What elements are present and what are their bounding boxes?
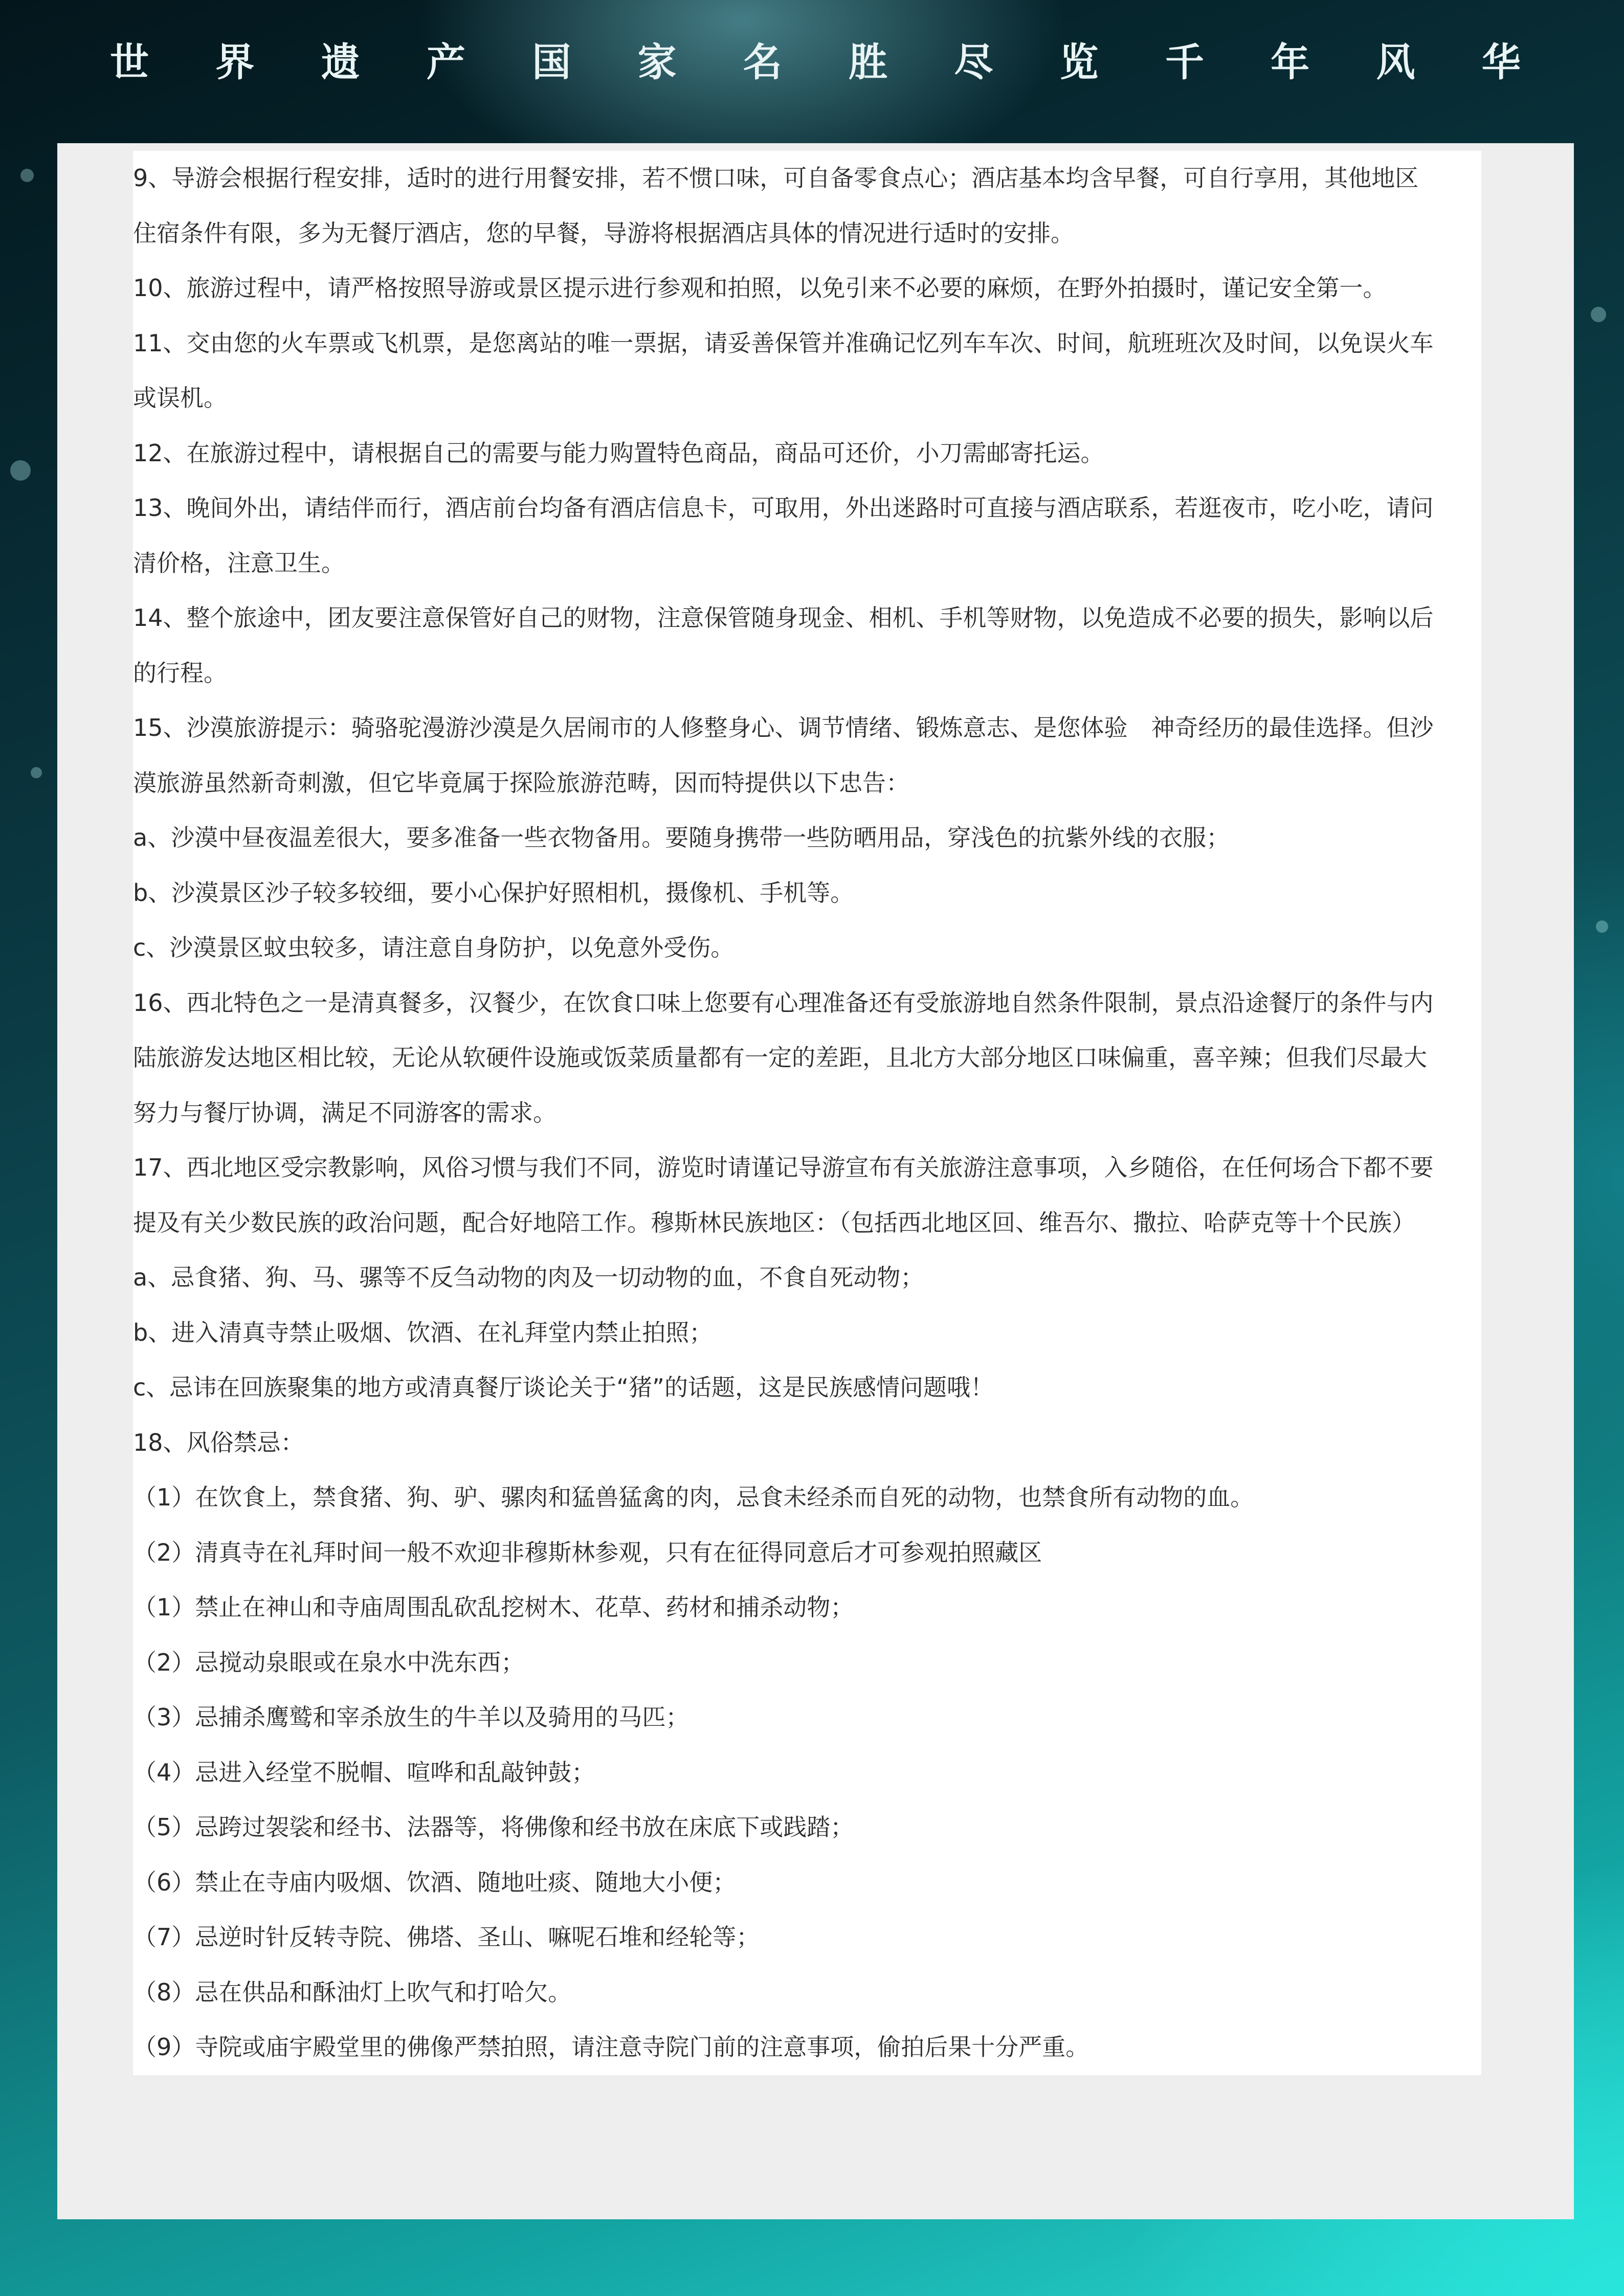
document-line: 提及有关少数民族的政治问题，配合好地陪工作。穆斯林民族地区：（包括西北地区回、维吾尔、撒拉、哈萨克等十个民族） xyxy=(133,1208,1415,1236)
header-title-char: 产 xyxy=(426,39,466,85)
document-line: 15、沙漠旅游提示：骑骆驼漫游沙漠是久居闹市的人修整身心、调节情绪、锻炼意志、是您体验 神奇经历的最佳选择。但沙 xyxy=(133,714,1434,741)
header-title-char: 览 xyxy=(1059,39,1100,85)
header-banner xyxy=(0,0,1624,118)
document-line: 11、交由您的火车票或飞机票，是您离站的唯一票据，请妥善保管并准确记忆列车车次、时间，航班班次及时间，以免误火车 xyxy=(133,329,1434,357)
document-line: 18、风俗禁忌： xyxy=(133,1428,304,1456)
document-line: 10、旅游过程中，请严格按照导游或景区提示进行参观和拍照，以免引来不必要的麻烦，在野外拍摄时，谨记安全第一。 xyxy=(133,274,1387,302)
document-line: 14、整个旅途中，团友要注意保管好自己的财物，注意保管随身现金、相机、手机等财物，以免造成不必要的损失，影响以后 xyxy=(133,604,1434,632)
header-title-char: 华 xyxy=(1481,39,1522,85)
background-sparkle xyxy=(31,767,42,778)
document-line: b、沙漠景区沙子较多较细，要小心保护好照相机，摄像机、手机等。 xyxy=(133,879,854,907)
header-title-char: 国 xyxy=(532,39,572,85)
header-title-char: 家 xyxy=(637,39,678,85)
document-line: 9、导游会根据行程安排，适时的进行用餐安排，若不惯口味，可自备零食点心；酒店基本均含早餐，可自行享用，其他地区 xyxy=(133,164,1419,192)
document-line: （4）忌进入经堂不脱帽、喧哗和乱敲钟鼓； xyxy=(133,1758,595,1786)
document-body xyxy=(133,151,1481,2075)
content-panel xyxy=(57,143,1574,2219)
document-line: 清价格，注意卫生。 xyxy=(133,549,345,577)
document-line: （6）禁止在寺庙内吸烟、饮酒、随地吐痰、随地大小便； xyxy=(133,1868,737,1896)
document-line: （9）寺院或庙宇殿堂里的佛像严禁拍照，请注意寺院门前的注意事项，偷拍后果十分严重。 xyxy=(133,2033,1089,2061)
header-title xyxy=(110,31,1522,87)
header-title-char: 胜 xyxy=(849,39,889,85)
document-line: c、沙漠景区蚊虫较多，请注意自身防护，以免意外受伤。 xyxy=(133,934,735,961)
background-sparkle xyxy=(1596,920,1608,933)
document-line: （1）禁止在神山和寺庙周围乱砍乱挖树木、花草、药材和捕杀动物； xyxy=(133,1593,854,1621)
document-line: 的行程。 xyxy=(133,659,227,687)
header-title-char: 年 xyxy=(1271,39,1311,85)
document-line: 或误机。 xyxy=(133,384,227,412)
header-title-char: 名 xyxy=(743,39,783,85)
document-line: （1）在饮食上，禁食猪、狗、驴、骡肉和猛兽猛禽的肉，忌食未经杀而自死的动物，也禁食所有动物的血。 xyxy=(133,1483,1254,1511)
document-line: （5）忌跨过袈裟和经书、法器等，将佛像和经书放在床底下或践踏； xyxy=(133,1813,854,1841)
document-line: 13、晚间外出，请结伴而行，酒店前台均备有酒店信息卡，可取用，外出迷路时可直接与酒店联系，若逛夜市，吃小吃，请问 xyxy=(133,494,1434,522)
document-line: （2）忌搅动泉眼或在泉水中洗东西； xyxy=(133,1648,525,1676)
background-sparkle xyxy=(1591,307,1606,322)
document-line: 漠旅游虽然新奇刺激，但它毕竟属于探险旅游范畴，因而特提供以下忠告： xyxy=(133,769,909,797)
document-line: 住宿条件有限，多为无餐厅酒店，您的早餐，导游将根据酒店具体的情况进行适时的安排。 xyxy=(133,219,1074,247)
header-title-char: 界 xyxy=(215,39,256,85)
header-title-char: 尽 xyxy=(954,39,994,85)
header-title-char: 千 xyxy=(1165,39,1205,85)
header-title-char: 风 xyxy=(1376,39,1416,85)
background-sparkle xyxy=(10,460,31,481)
document-line: b、进入清真寺禁止吸烟、饮酒、在礼拜堂内禁止拍照； xyxy=(133,1318,713,1346)
document-line: 陆旅游发达地区相比较，无论从软硬件设施或饭菜质量都有一定的差距，且北方大部分地区口味偏重，喜辛辣；但我们尽最大 xyxy=(133,1044,1427,1071)
document-line: 16、西北特色之一是清真餐多，汉餐少，在饮食口味上您要有心理准备还有受旅游地自然条件限制，景点沿途餐厅的条件与内 xyxy=(133,988,1434,1017)
background-sparkle xyxy=(20,169,34,182)
header-title-char: 世 xyxy=(110,39,150,85)
document-line: 17、西北地区受宗教影响，风俗习惯与我们不同，游览时请谨记导游宣布有关旅游注意事项，入乡随俗，在任何场合下都不要 xyxy=(133,1154,1434,1181)
document-line: 努力与餐厅协调，满足不同游客的需求。 xyxy=(133,1098,557,1127)
document-line: （7）忌逆时针反转寺院、佛塔、圣山、嘛呢石堆和经轮等； xyxy=(133,1923,760,1951)
document-line: （8）忌在供品和酥油灯上吹气和打哈欠。 xyxy=(133,1978,572,2006)
document-line: 12、在旅游过程中，请根据自己的需要与能力购置特色商品，商品可还价，小刀需邮寄托运。 xyxy=(133,439,1104,467)
document-line: a、沙漠中昼夜温差很大，要多准备一些衣物备用。要随身携带一些防晒用品，穿浅色的抗紫外线的衣服； xyxy=(133,824,1230,851)
document-line: （3）忌捕杀鹰鹫和宰杀放生的牛羊以及骑用的马匹； xyxy=(133,1703,689,1731)
document-line: c、忌讳在回族聚集的地方或清真餐厅谈论关于“猪”的话题，这是民族感情问题哦！ xyxy=(133,1374,994,1401)
header-title-char: 遗 xyxy=(321,39,361,85)
document-line: （2）清真寺在礼拜时间一般不欢迎非穆斯林参观，只有在征得同意后才可参观拍照藏区 xyxy=(133,1538,1042,1566)
document-line: a、忌食猪、狗、马、骡等不反刍动物的肉及一切动物的血，不食自死动物； xyxy=(133,1264,924,1291)
